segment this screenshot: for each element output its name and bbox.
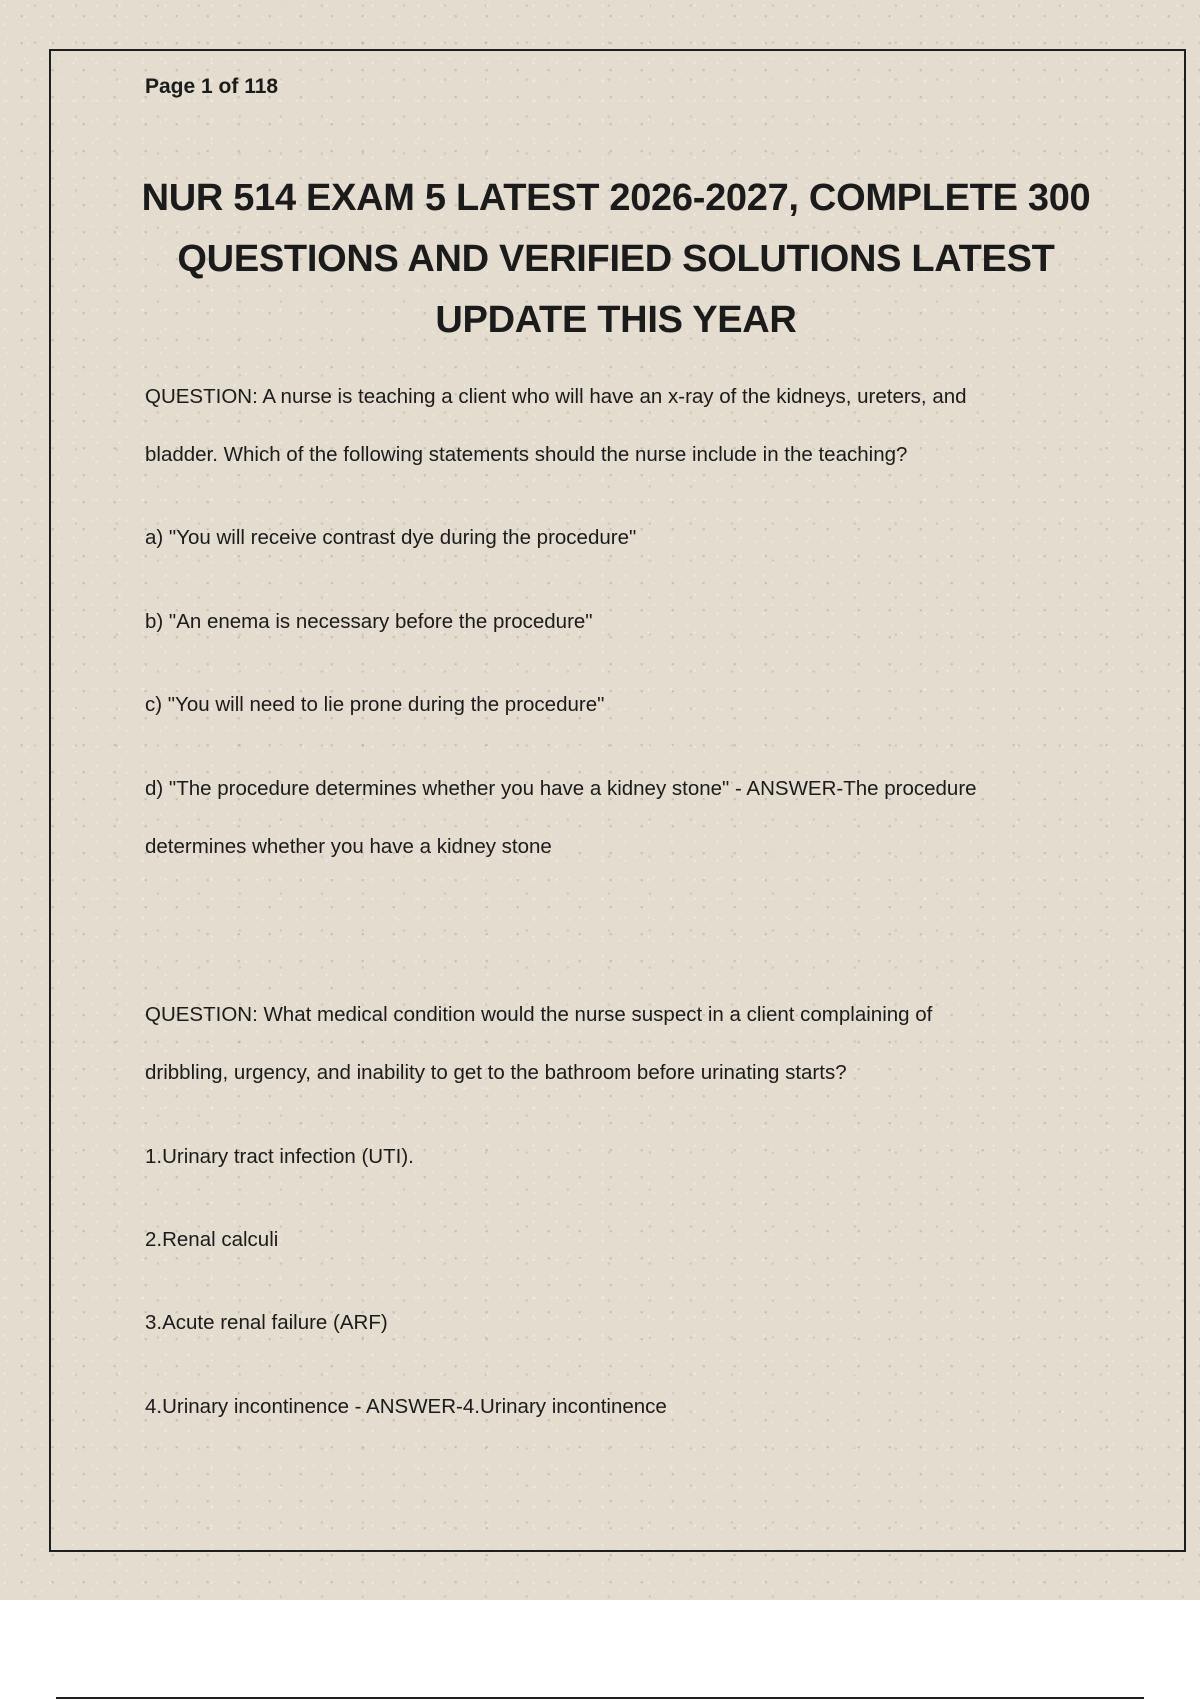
question-2-option-4-answer: 4.Urinary incontinence - ANSWER-4.Urinary incontinence [145, 1395, 667, 1418]
document-title: NUR 514 EXAM 5 LATEST 2026-2027, COMPLETE 300 QUESTIONS AND VERIFIED SOLUTIONS LATEST UPDATE THIS YEAR [141, 177, 1091, 341]
question-1-option-a: a) "You will receive contrast dye during the procedure" [145, 526, 637, 549]
footer-rule [56, 1697, 1144, 1699]
question-1-stem-line-1: QUESTION: A nurse is teaching a client who will have an x-ray of the kidneys, ureters, and [145, 385, 967, 408]
question-2-option-3: 3.Acute renal failure (ARF) [145, 1311, 388, 1334]
question-2-stem-line-1: QUESTION: What medical condition would the nurse suspect in a client complaining of [145, 1003, 933, 1026]
page-number: Page 1 of 118 [145, 75, 279, 98]
question-1-option-b: b) "An enema is necessary before the procedure" [145, 610, 593, 633]
question-1-stem-line-2: bladder. Which of the following statements should the nurse include in the teaching? [145, 443, 908, 466]
question-1-option-d-answer-line-1: d) "The procedure determines whether you have a kidney stone" - ANSWER-The procedure [145, 777, 977, 800]
question-2-option-1: 1.Urinary tract infection (UTI). [145, 1145, 414, 1168]
question-2-stem-line-2: dribbling, urgency, and inability to get to the bathroom before urinating starts? [145, 1061, 847, 1084]
question-1-option-c: c) "You will need to lie prone during the procedure" [145, 693, 605, 716]
question-2-option-2: 2.Renal calculi [145, 1228, 279, 1251]
question-1-option-d-answer-line-2: determines whether you have a kidney stone [145, 835, 552, 858]
